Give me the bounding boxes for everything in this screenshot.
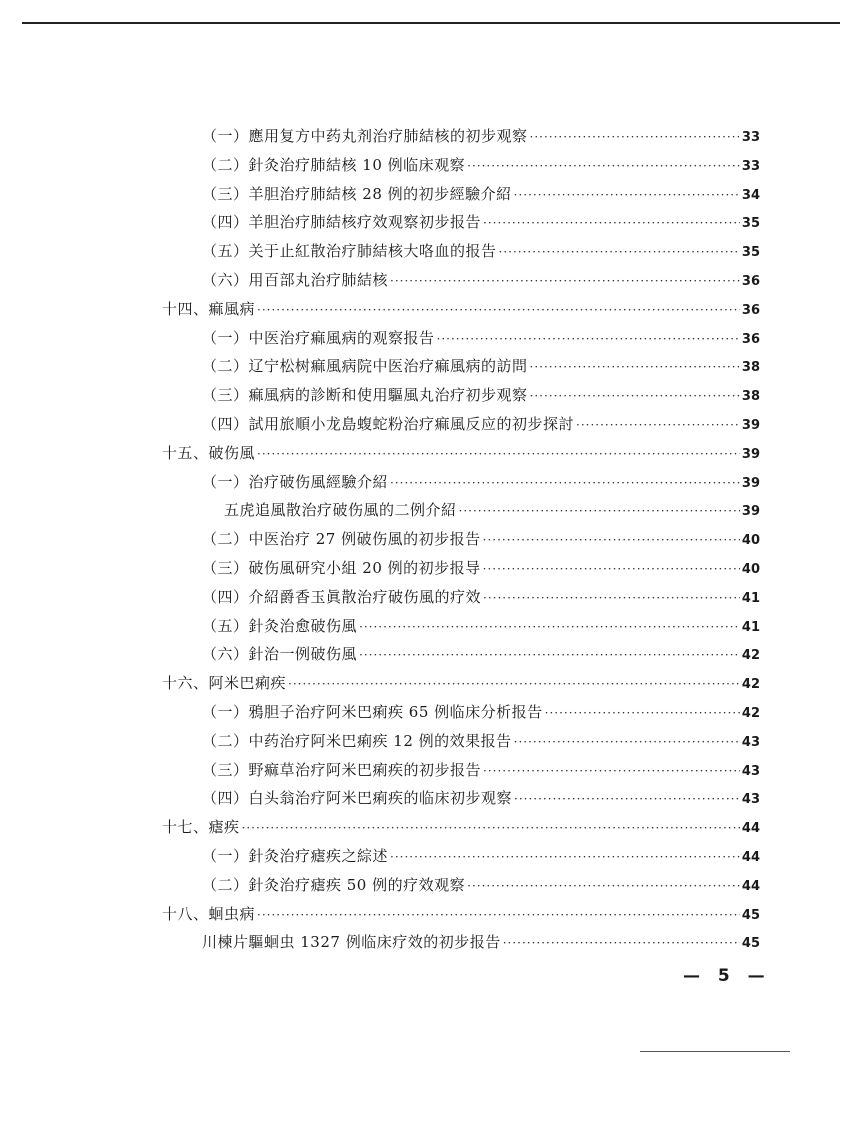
toc-entry (162, 266, 760, 295)
entry-title: （三）破伤風研究小組 20 例的初步报导 (202, 558, 481, 577)
toc-entry (162, 381, 760, 410)
dot-leader (257, 901, 740, 930)
dot-leader (437, 325, 740, 354)
dot-leader (503, 929, 740, 958)
entry-page-number: 33 (741, 158, 760, 174)
dot-leader (545, 699, 740, 728)
entry-title: （四）試用旅順小龙島蝮蛇粉治疗痲風反应的初步探討 (202, 414, 575, 433)
dot-leader (390, 267, 740, 296)
entry-page-number: 36 (741, 302, 760, 318)
entry-page-number: 42 (741, 648, 760, 664)
dot-leader (576, 411, 740, 440)
entry-page-number: 43 (741, 763, 760, 779)
toc-chapter (162, 813, 760, 842)
toc-entry (162, 496, 760, 525)
entry-page-number: 35 (741, 245, 760, 261)
entry-title: （三）羊胆治疗肺結核 28 例的初步經驗介紹 (202, 184, 512, 203)
entry-title: 川楝片驅蛔虫 1327 例临床疗效的初步报告 (202, 933, 501, 952)
entry-title: （二）中药治疗阿米巴痢疾 12 例的效果报告 (202, 731, 512, 750)
dot-leader (257, 296, 740, 325)
entry-title: （二）針灸治疗瘧疾 50 例的疗效观察 (202, 875, 466, 894)
entry-title: （五）关于止紅散治疗肺結核大咯血的报告 (202, 242, 497, 261)
toc-entry (162, 784, 760, 813)
toc-entry (162, 208, 760, 237)
entry-title: 十五、破伤風 (162, 443, 256, 462)
toc-entry (162, 756, 760, 785)
entry-page-number: 43 (741, 734, 760, 750)
dot-leader (499, 238, 740, 267)
dot-leader (390, 469, 740, 498)
entry-title: （四）羊胆治疗肺結核疗效观察初步报告 (202, 213, 482, 232)
entry-page-number: 38 (741, 389, 760, 405)
entry-page-number: 44 (741, 821, 760, 837)
entry-page-number: 41 (741, 619, 760, 635)
entry-page-number: 44 (741, 878, 760, 894)
entry-title: （三）野痲草治疗阿米巴痢疾的初步报告 (202, 760, 482, 779)
dot-leader (483, 209, 740, 238)
entry-page-number: 39 (741, 417, 760, 433)
toc-entry (162, 151, 760, 180)
dot-leader (359, 613, 740, 642)
entry-title: （二）中医治疗 27 例破伤風的初步报告 (202, 530, 481, 549)
page-number: — 5 — (683, 966, 771, 986)
entry-page-number: 40 (741, 561, 760, 577)
toc-entry (162, 583, 760, 612)
bottom-rule (640, 1051, 790, 1052)
entry-page-number: 45 (741, 936, 760, 952)
dot-leader (530, 123, 740, 152)
entry-page-number: 41 (741, 590, 760, 606)
entry-page-number: 38 (741, 360, 760, 376)
dot-leader (257, 440, 740, 469)
toc-entry (162, 871, 760, 900)
toc-entry (162, 928, 760, 957)
dot-leader (390, 843, 740, 872)
toc-entry (162, 352, 760, 381)
dot-leader (483, 584, 740, 613)
dot-leader (530, 353, 740, 382)
entry-title: （一）鴉胆子治疗阿米巴痢疾 65 例临床分析报告 (202, 702, 543, 721)
toc-entry (162, 122, 760, 151)
entry-title: 五虎追風散治疗破伤風的二例介紹 (224, 501, 457, 520)
entry-title: （三）痲風病的診断和使用驅風丸治疗初步观察 (202, 386, 528, 405)
entry-page-number: 39 (741, 475, 760, 491)
entry-title: 十六、阿米巴痢疾 (162, 674, 287, 693)
entry-page-number: 45 (741, 907, 760, 923)
entry-title: （六）用百部丸治疗肺結核 (202, 270, 389, 289)
table-of-contents (162, 122, 760, 957)
entry-page-number: 39 (741, 446, 760, 462)
entry-page-number: 36 (741, 331, 760, 347)
toc-chapter (162, 669, 760, 698)
dot-leader (530, 382, 740, 411)
entry-page-number: 43 (741, 792, 760, 808)
dot-leader (467, 152, 740, 181)
dot-leader (483, 555, 740, 584)
dot-leader (459, 497, 740, 526)
entry-title: （四）白头翁治疗阿米巴痢疾的临床初步观察 (202, 789, 513, 808)
entry-page-number: 33 (741, 130, 760, 145)
toc-entry (162, 468, 760, 497)
toc-entry (162, 324, 760, 353)
toc-entry (162, 525, 760, 554)
entry-page-number: 36 (741, 273, 760, 289)
entry-title: （五）針灸治愈破伤風 (202, 616, 358, 635)
dot-leader (514, 181, 740, 210)
entry-page-number: 44 (741, 849, 760, 865)
dot-leader (483, 757, 740, 786)
toc-entry (162, 410, 760, 439)
dot-leader (467, 872, 740, 901)
dot-leader (514, 785, 740, 814)
entry-page-number: 35 (741, 216, 760, 232)
entry-page-number: 42 (741, 705, 760, 721)
entry-title: （四）介紹爵香玉眞散治疗破伤風的疗效 (202, 587, 482, 606)
entry-title: （六）針治一例破伤風 (202, 645, 358, 664)
entry-title: （一）治疗破伤風經驗介紹 (202, 472, 389, 491)
toc-entry (162, 180, 760, 209)
entry-title: 十四、痲風病 (162, 299, 256, 318)
dot-leader (242, 814, 740, 843)
toc-entry (162, 698, 760, 727)
entry-page-number: 40 (741, 533, 760, 549)
toc-entry (162, 842, 760, 871)
entry-title: （一）中医治疗痲風病的观察报告 (202, 328, 435, 347)
toc-entry (162, 237, 760, 266)
entry-title: 十七、瘧疾 (162, 818, 240, 837)
entry-page-number: 42 (741, 677, 760, 693)
toc-chapter (162, 900, 760, 929)
entry-title: （一）針灸治疗瘧疾之綜述 (202, 846, 389, 865)
toc-chapter (162, 439, 760, 468)
entry-title: （二）針灸治疗肺結核 10 例临床观察 (202, 155, 466, 174)
entry-page-number: 39 (741, 504, 760, 520)
toc-entry (162, 727, 760, 756)
entry-title: （二）辽宁松树痲風病院中医治疗痲風病的訪問 (202, 357, 528, 376)
dot-leader (288, 670, 740, 699)
toc-entry (162, 554, 760, 583)
top-rule (22, 22, 840, 24)
dot-leader (483, 526, 740, 555)
entry-title: （一）應用复方中药丸剂治疗肺結核的初步观察 (202, 127, 528, 145)
toc-entry (162, 612, 760, 641)
dot-leader (514, 728, 740, 757)
toc-chapter (162, 295, 760, 324)
dot-leader (359, 641, 740, 670)
toc-entry (162, 640, 760, 669)
entry-title: 十八、蛔虫病 (162, 904, 256, 923)
entry-page-number: 34 (741, 187, 760, 203)
